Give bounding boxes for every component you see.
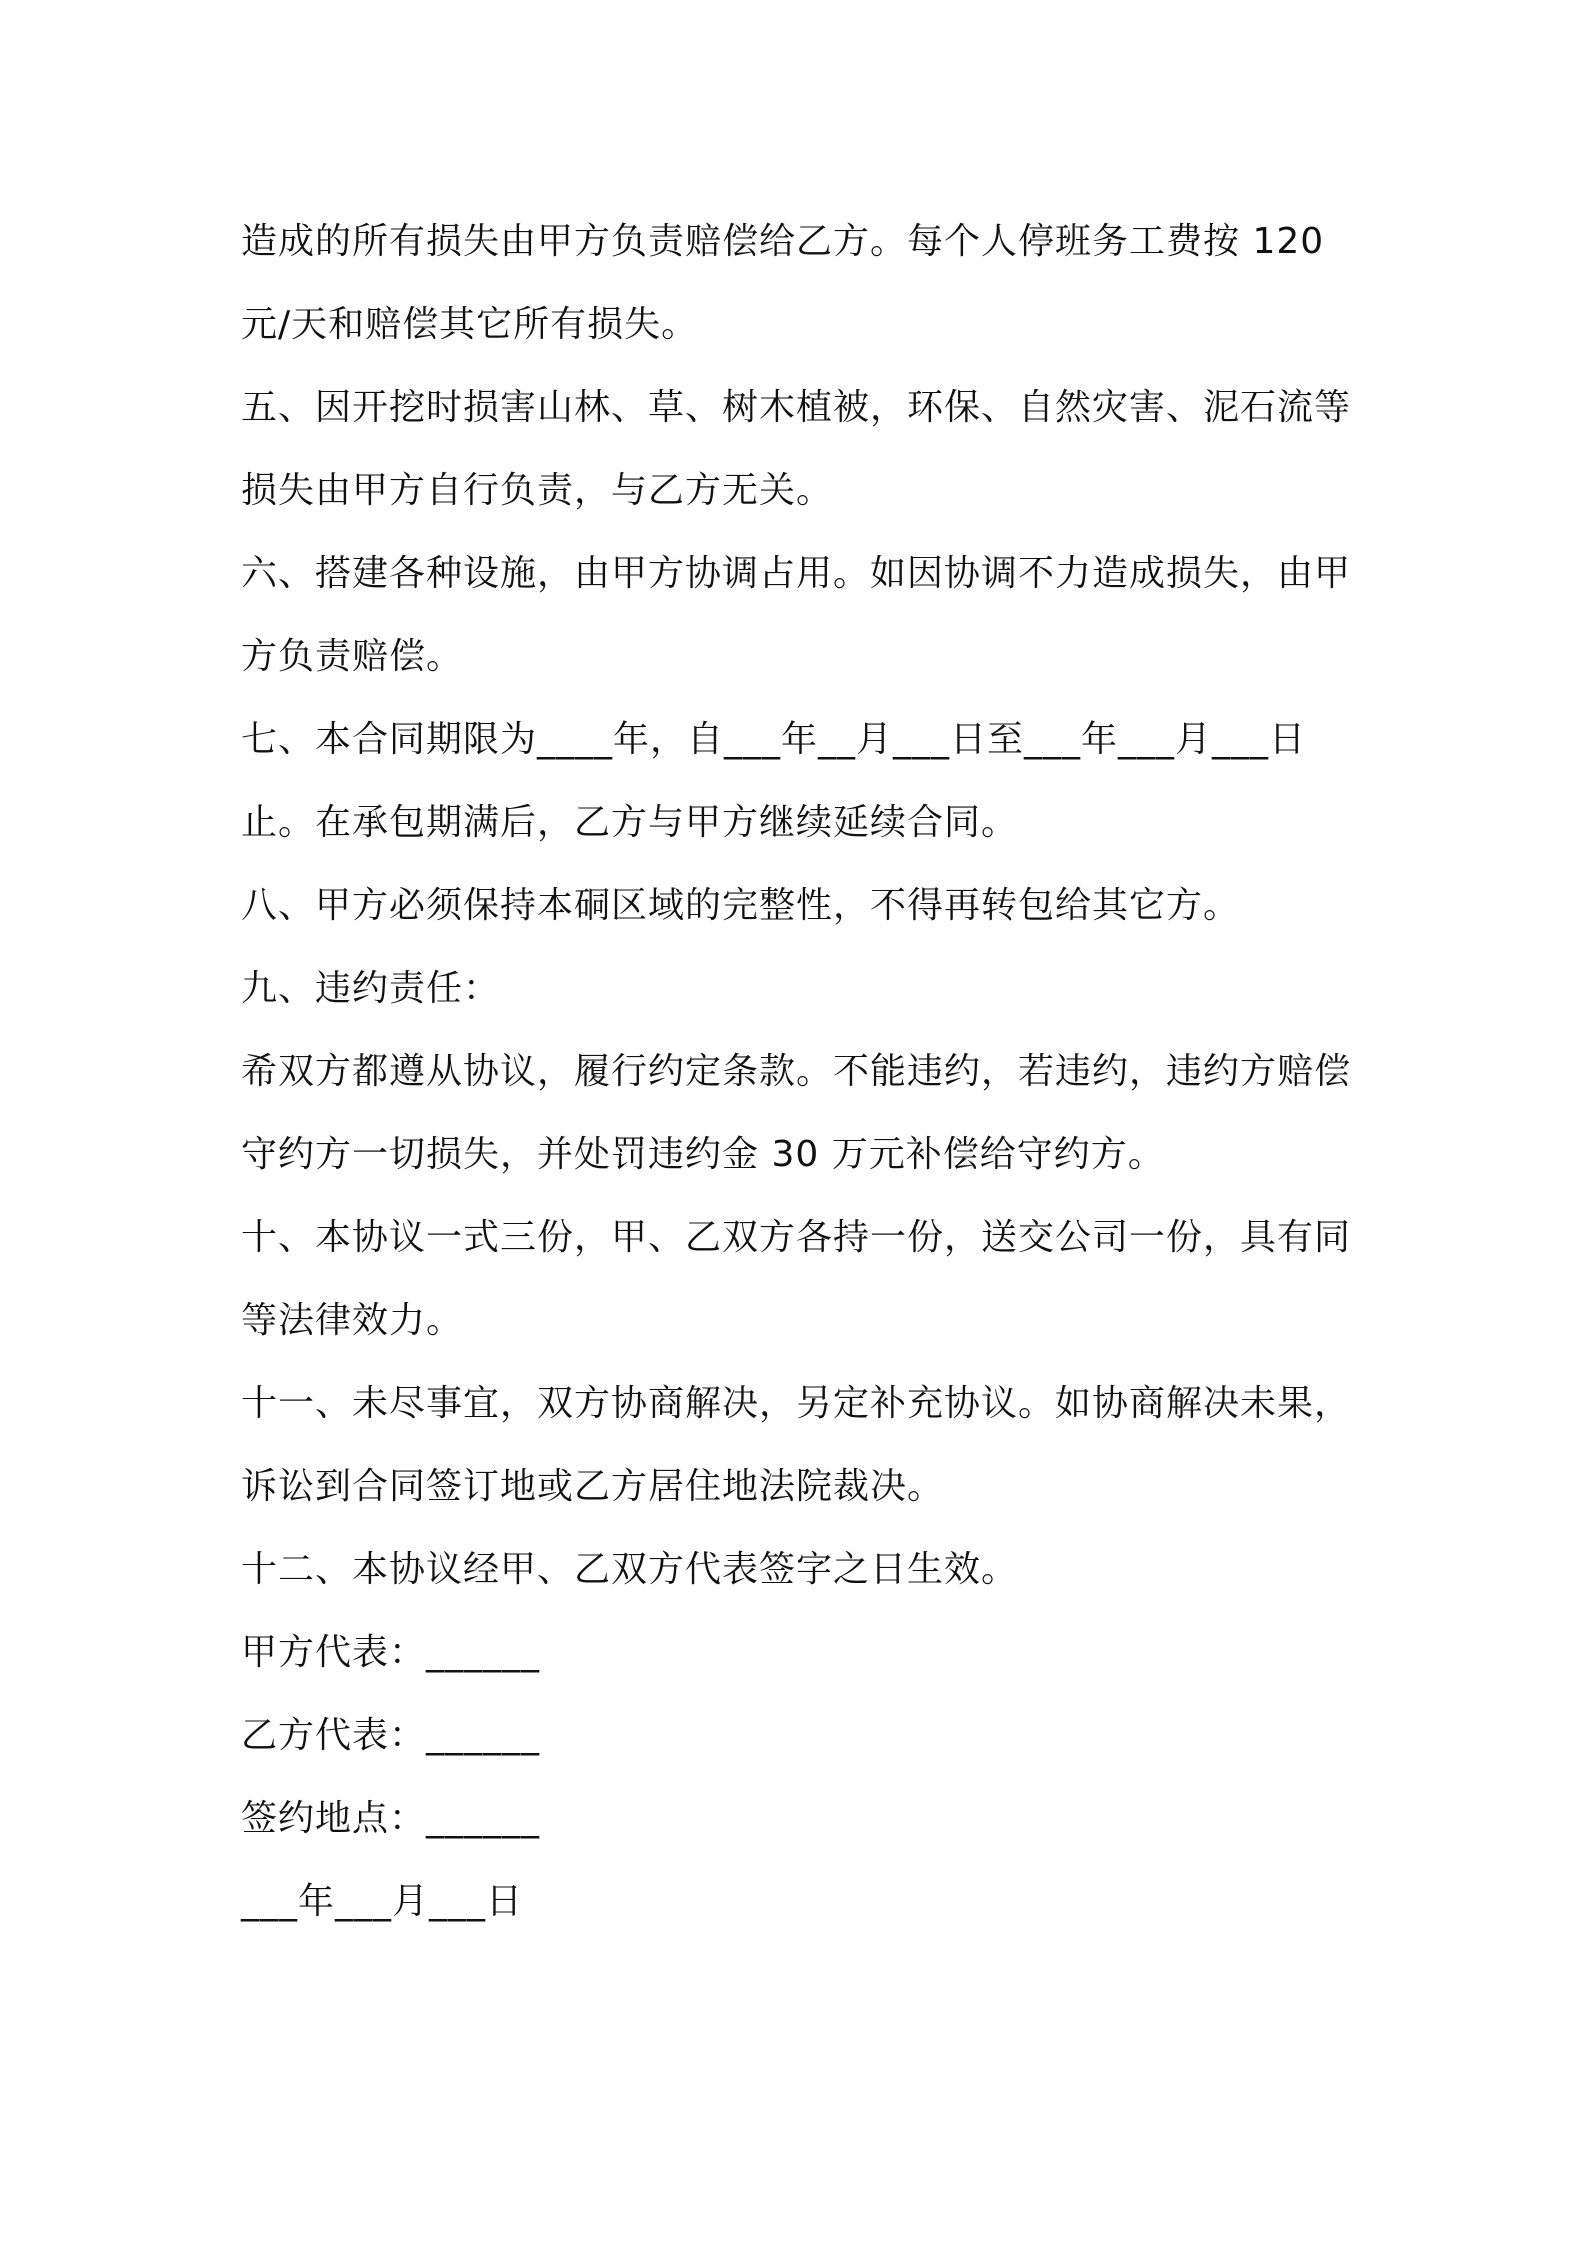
- clause-7-line: 七、本合同期限为____年，自___年__月___日至___年___月___日: [241, 719, 1307, 760]
- text-line: 损失由甲方自行负责，与乙方无关。: [241, 470, 834, 511]
- document-page: [241, 200, 1361, 1943]
- party-b-signature-field: 乙方代表：______: [241, 1715, 541, 1756]
- clause-10-line: 十、本协议一式三份，甲、乙双方各持一份，送交公司一份，具有同: [241, 1217, 1352, 1258]
- text-line: 希双方都遵从协议，履行约定条款。不能违约，若违约，违约方赔偿: [241, 1051, 1352, 1092]
- text-line: 守约方一切损失，并处罚违约金 30 万元补偿给守约方。: [241, 1134, 1165, 1175]
- clause-12-line: 十二、本协议经甲、乙双方代表签字之日生效。: [241, 1549, 1019, 1590]
- signing-date-field: ___年___月___日: [241, 1881, 524, 1922]
- party-a-signature-field: 甲方代表：______: [241, 1632, 541, 1673]
- text-line: 方负责赔偿。: [241, 636, 464, 677]
- clause-11-line: 十一、未尽事宜，双方协商解决，另定补充协议。如协商解决未果，: [241, 1383, 1352, 1424]
- clause-8-line: 八、甲方必须保持本硐区域的完整性，不得再转包给其它方。: [241, 885, 1241, 926]
- text-line: 诉讼到合同签订地或乙方居住地法院裁决。: [241, 1466, 945, 1507]
- text-line: 造成的所有损失由甲方负责赔偿给乙方。每个人停班务工费按 120: [241, 221, 1325, 262]
- text-line: 止。在承包期满后，乙方与甲方继续延续合同。: [241, 802, 1019, 843]
- signing-location-field: 签约地点：______: [241, 1798, 541, 1839]
- clause-5-line: 五、因开挖时损害山林、草、树木植被，环保、自然灾害、泥石流等: [241, 387, 1352, 428]
- clause-6-line: 六、搭建各种设施，由甲方协调占用。如因协调不力造成损失，由甲: [241, 553, 1352, 594]
- clause-9-heading: 九、违约责任：: [241, 968, 501, 1009]
- text-line: 元/天和赔偿其它所有损失。: [241, 304, 699, 345]
- text-line: 等法律效力。: [241, 1300, 464, 1341]
